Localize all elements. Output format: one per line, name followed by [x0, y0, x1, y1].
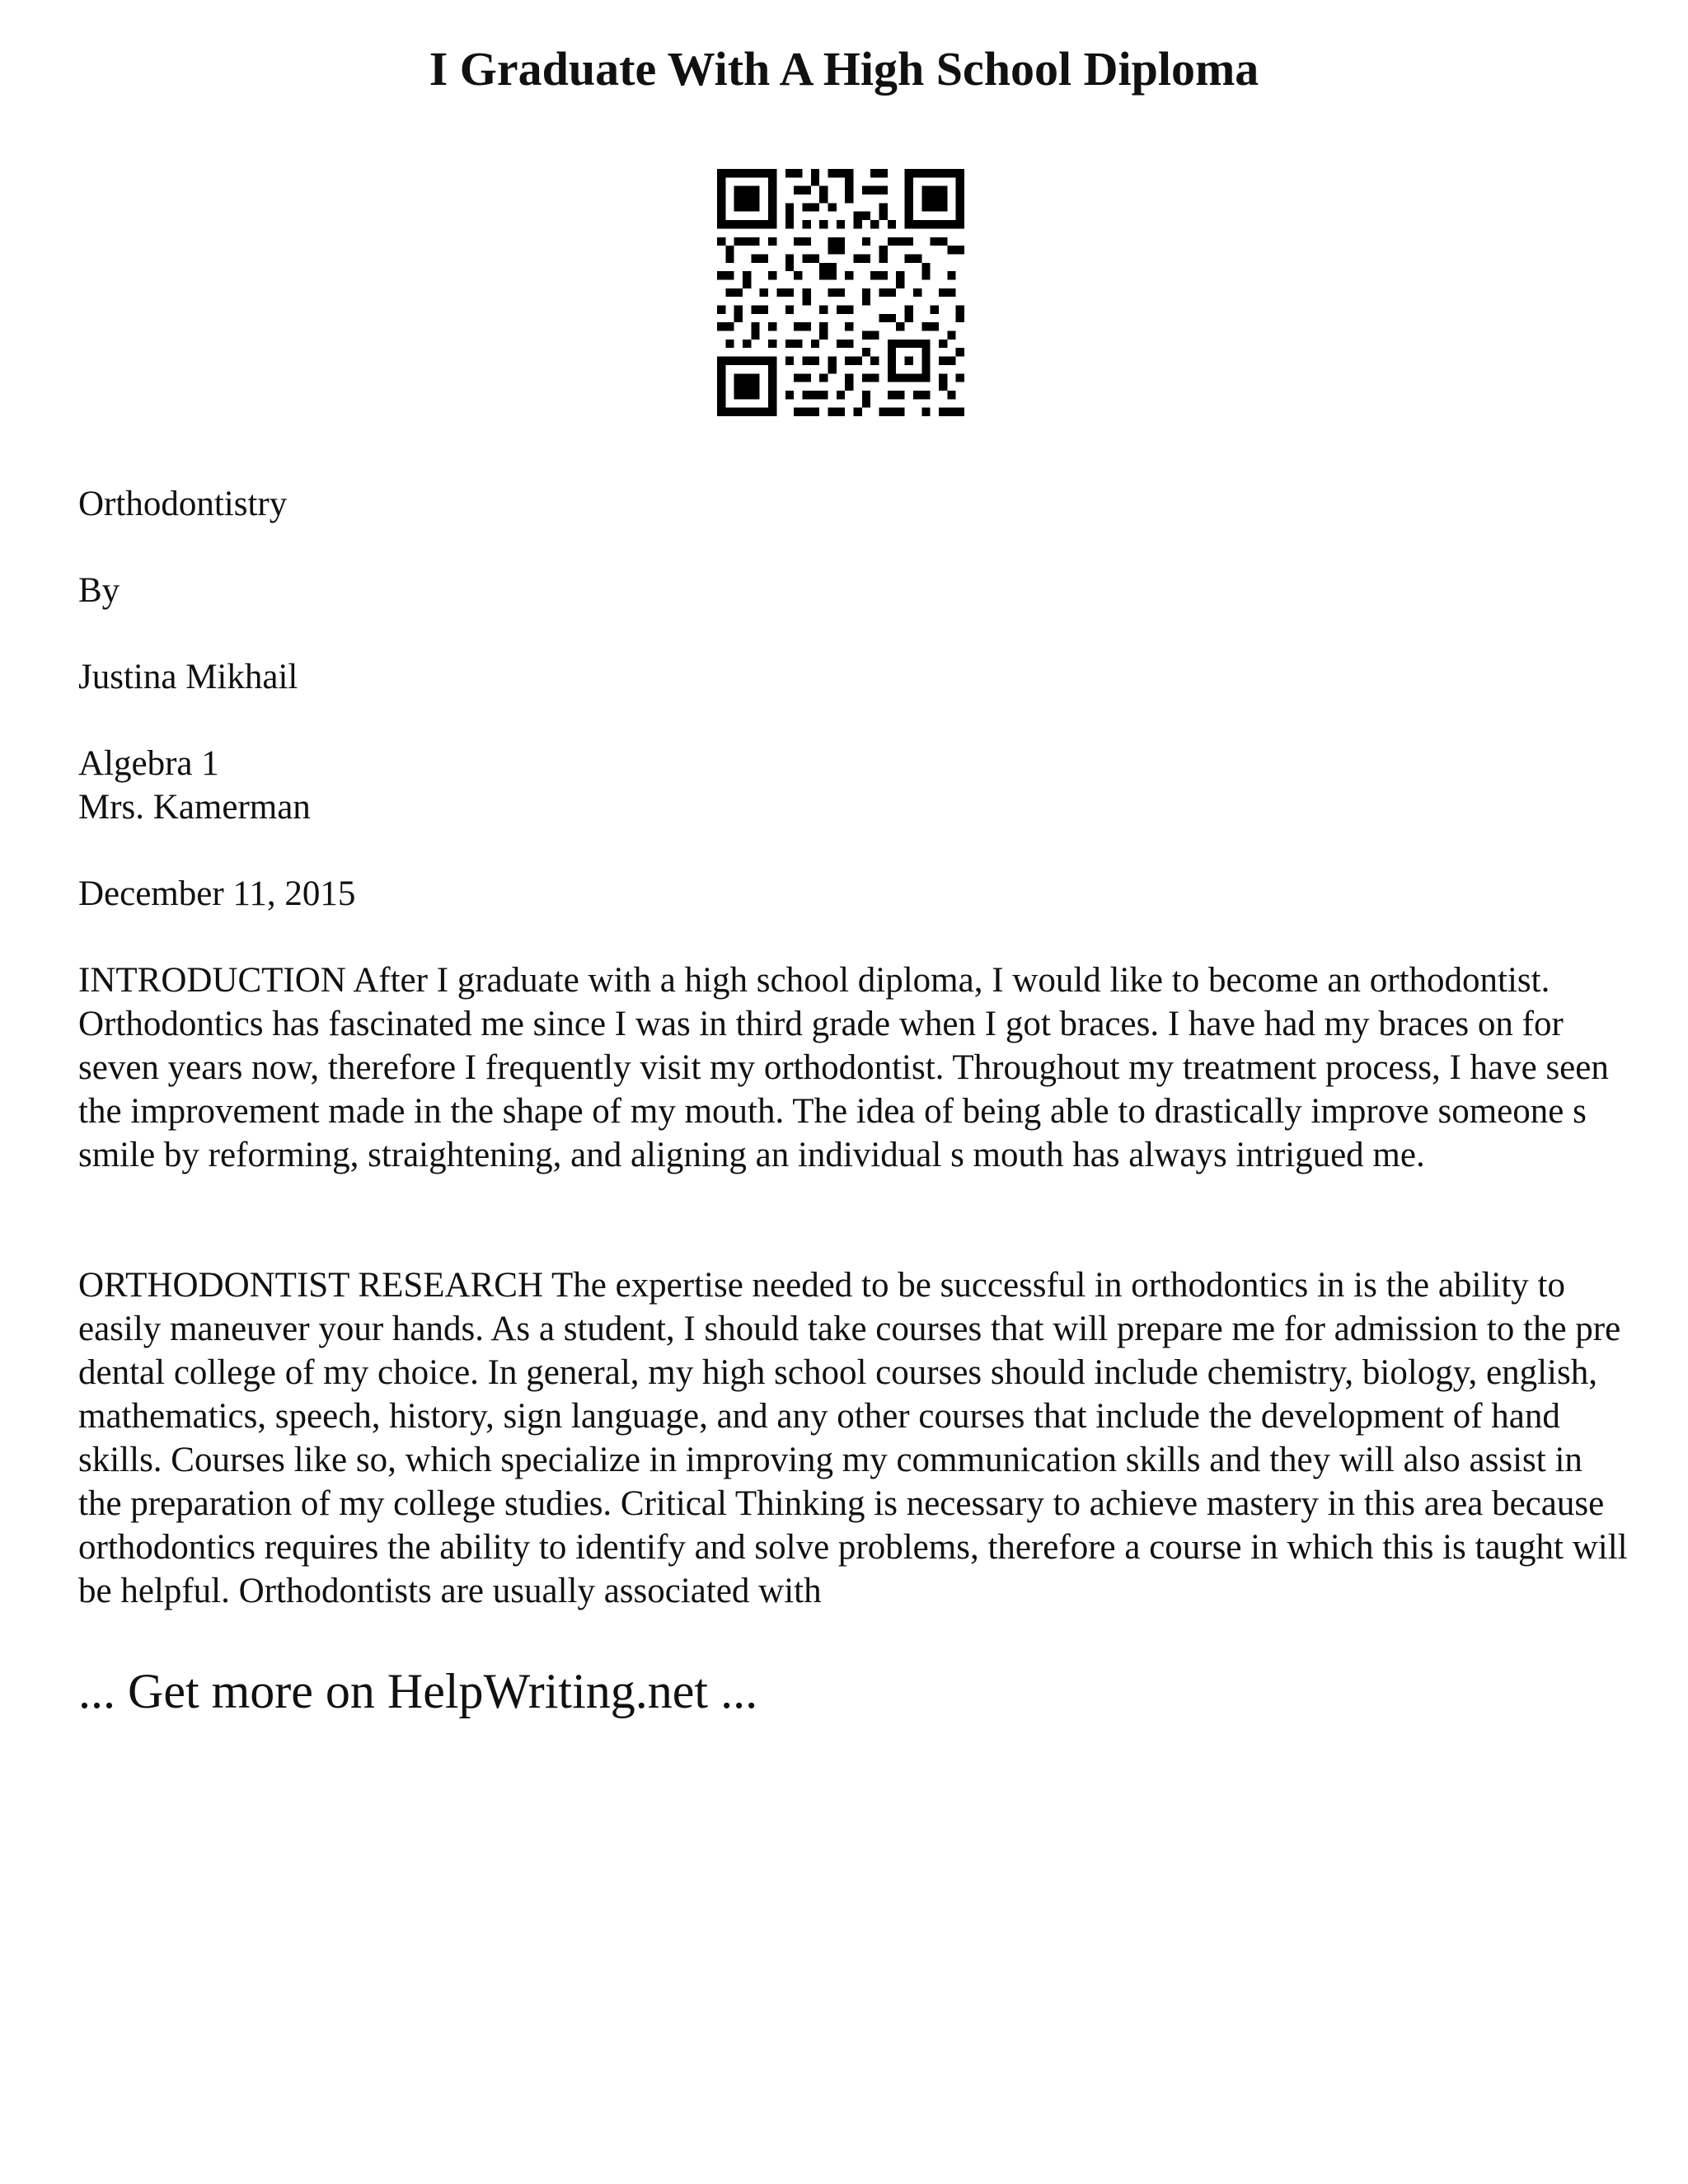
- research-paragraph: ORTHODONTIST RESEARCH The expertise needed to be successful in orthodontics in is the ability to easily maneuver your hands. As a student, I should take courses that will prepare me for admission to the pre dental college of my choice. In general, my high school courses should include chemistry, biology, english, mathematics, speech, history, sign language, and any other courses that include the development of hand skills. Courses like so, which specialize in improving my communication skills and they will also assist in the preparation of my college studies. Critical Thinking is necessary to achieve mastery in this area because orthodontics requires the ability to identify and solve problems, therefore a course in which this is taught will be helpful. Orthodontists are usually associated with: [78, 1266, 1628, 1610]
- document-date: December 11, 2015: [78, 874, 356, 913]
- teacher-name: Mrs. Kamerman: [78, 788, 311, 827]
- course-name: Algebra 1: [78, 744, 219, 783]
- get-more-link[interactable]: ... Get more on HelpWriting.net ...: [78, 1664, 758, 1718]
- document-subject: Orthodontistry: [78, 485, 288, 523]
- introduction-paragraph: INTRODUCTION After I graduate with a high school diploma, I would like to become an orthodontist. Orthodontics has fascinated me since I was in third grade when I got braces. I have had my braces on for seven years now, therefore I frequently visit my orthodontist. Throughout my treatment process, I have seen the improvement made in the shape of my mouth. The idea of being able to drastically improve someone s smile by reforming, straightening, and aligning an individual s mouth has always intrigued me.: [78, 961, 1609, 1174]
- qr-code-icon[interactable]: [717, 169, 964, 416]
- document-title: I Graduate With A High School Diploma: [429, 42, 1259, 96]
- by-label: By: [78, 571, 120, 610]
- author-name: Justina Mikhail: [78, 658, 298, 696]
